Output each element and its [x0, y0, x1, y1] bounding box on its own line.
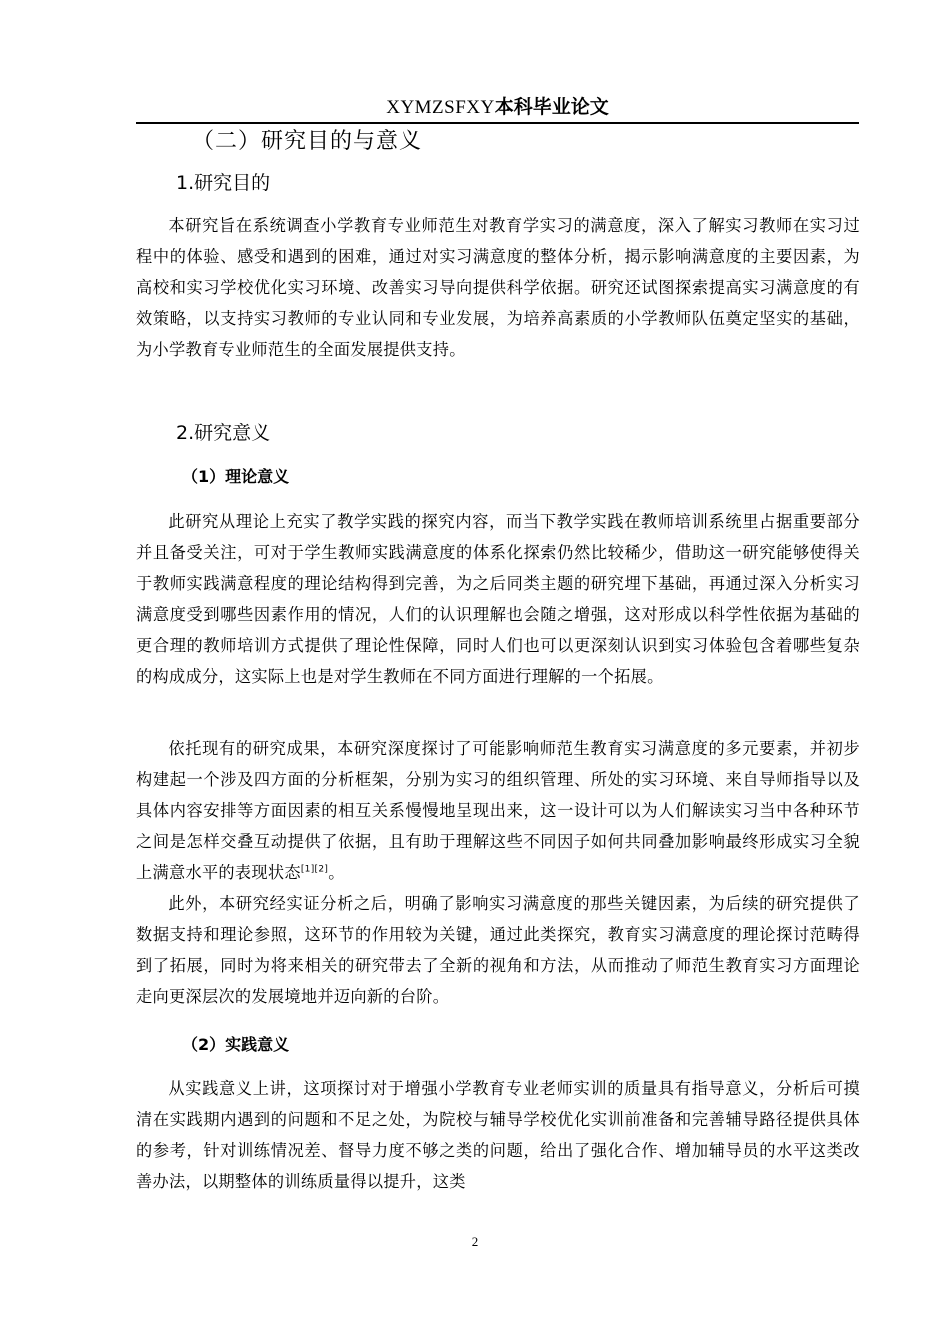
page-number: 2: [471, 1234, 479, 1249]
practice-paragraph-1: 从实践意义上讲，这项探讨对于增强小学教育专业老师实训的质量具有指导意义，分析后可摸清在实践期内遇到的问题和不足之处，为院校与辅导学校优化实训前准备和完善辅导路径提供具体的参考，针对训练情况差、督导力度不够之类的问题，给出了强化合作、增加辅导员的水平这类改善办法，以期整体的训练质量得以提升，这类: [136, 1079, 860, 1191]
theory-paragraph-1: 此研究从理论上充实了教学实践的探究内容，而当下教学实践在教师培训系统里占据重要部分并且备受关注，可对于学生教师实践满意度的体系化探索仍然比较稀少，借助这一研究能够使得关于教师实践满意程度的理论结构得到完善，为之后同类主题的研究埋下基础，再通过深入分析实习满意度受到哪些因素作用的情况，人们的认识理解也会随之增强，这对形成以科学性依据为基础的更合理的教师培训方式提供了理论性保障，同时人们也可以更深刻认识到实习体验包含着哪些复杂的构成成分，这实际上也是对学生教师在不同方面进行理解的一个拓展。: [136, 512, 860, 686]
theory-paragraph-2-end: 。: [328, 863, 345, 882]
purpose-heading: 1.研究目的: [176, 172, 271, 194]
running-header: [136, 92, 859, 124]
theory-heading: （1）理论意义: [182, 467, 290, 486]
section-title: （二）研究目的与意义: [192, 129, 423, 154]
theory-paragraph-2-text: 依托现有的研究成果，本研究深度探讨了可能影响师范生教育实习满意度的多元要素，并初步构建起一个涉及四方面的分析框架，分别为实习的组织管理、所处的实习环境、来自导师指导以及具体内容安排等方面因素的相互关系慢慢地呈现出来，这一设计可以为人们解读实习当中各种环节之间是怎样交叠互动提供了依据，且有助于理解这些不同因子如何共同叠加影响最终形成实习全貌上满意水平的表现状态: [136, 739, 860, 882]
theory-paragraph-2: [136, 733, 860, 888]
citation-ref: [1][2]: [300, 864, 329, 875]
theory-paragraph-3: 此外，本研究经实证分析之后，明确了影响实习满意度的那些关键因素，为后续的研究提供了数据支持和理论参照，这环节的作用较为关键，通过此类探究，教育实习满意度的理论探讨范畴得到了拓展，同时为将来相关的研究带去了全新的视角和方法，从而推动了师范生教育实习方面理论走向更深层次的发展境地并迈向新的台阶。: [136, 894, 860, 1006]
practice-heading: （2）实践意义: [182, 1035, 290, 1054]
header-thesis-label: 本科毕业论文: [494, 96, 609, 118]
significance-heading: 2.研究意义: [176, 422, 271, 444]
purpose-paragraph: 本研究旨在系统调查小学教育专业师范生对教育学实习的满意度，深入了解实习教师在实习过程中的体验、感受和遇到的困难，通过对实习满意度的整体分析，揭示影响满意度的主要因素，为高校和实习学校优化实习环境、改善实习导向提供科学依据。研究还试图探索提高实习满意度的有效策略，以支持实习教师的专业认同和专业发展，为培养高素质的小学教师队伍奠定坚实的基础，为小学教育专业师范生的全面发展提供支持。: [136, 216, 860, 359]
header-school-code: XYMZSFXY: [386, 97, 495, 118]
